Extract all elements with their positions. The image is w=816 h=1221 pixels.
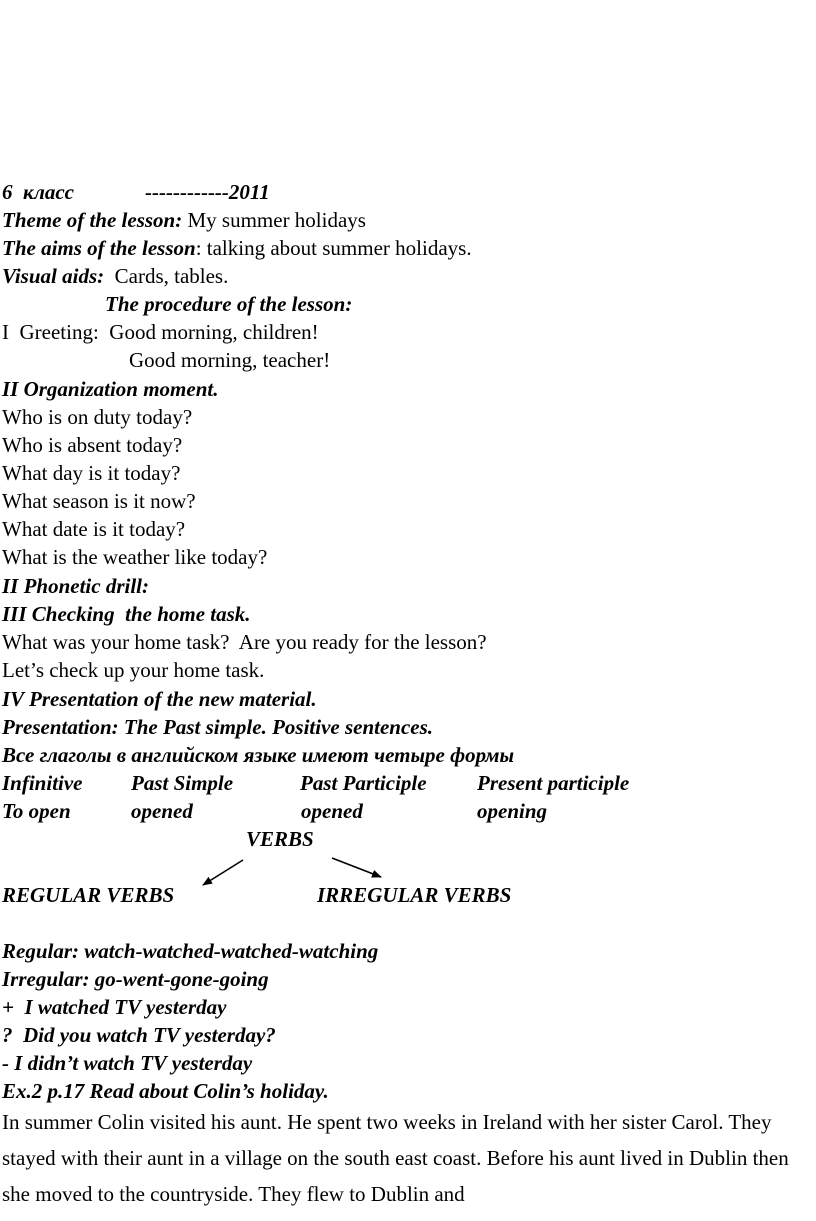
phonetic-drill-heading: II Phonetic drill:	[2, 574, 150, 598]
lesson-date: ------------2011	[145, 180, 270, 204]
table-cell: opened	[301, 799, 363, 823]
table-cell: To open	[2, 799, 71, 823]
arrow-to-irregular	[332, 858, 381, 877]
theme-value: My summer holidays	[182, 208, 366, 232]
example-line: ? Did you watch TV yesterday?	[2, 1023, 276, 1047]
example-line: Regular: watch-watched-watched-watching	[2, 939, 379, 963]
arrow-to-regular	[203, 860, 243, 885]
question-line: What is the weather like today?	[2, 545, 268, 569]
home-task-line-2: Let’s check up your home task.	[2, 658, 265, 682]
grade-label: 6 класс	[2, 180, 74, 204]
question-line: What date is it today?	[2, 517, 186, 541]
question-line: Who is absent today?	[2, 433, 183, 457]
example-line: - I didn’t watch TV yesterday	[2, 1051, 253, 1075]
table-cell: opening	[477, 799, 548, 823]
question-line: What day is it today?	[2, 461, 181, 485]
organization-heading: II Organization moment.	[2, 377, 219, 401]
procedure-heading: The procedure of the lesson:	[105, 292, 353, 316]
example-line: + I watched TV yesterday	[2, 995, 227, 1019]
verb-forms-note: Все глаголы в английском языке имеют четыре формы	[2, 743, 515, 767]
theme-label: Theme of the lesson:	[2, 208, 183, 232]
visual-aids-value: Cards, tables.	[104, 264, 229, 288]
home-task-line-1: What was your home task? Are you ready for the lesson?	[2, 630, 487, 654]
example-line: Irregular: go-went-gone-going	[2, 967, 269, 991]
column-header: Present participle	[477, 771, 630, 795]
greeting-line-1: I Greeting: Good morning, children!	[2, 320, 319, 344]
aims-value: : talking about summer holidays.	[195, 236, 472, 260]
question-line: What season is it now?	[2, 489, 196, 513]
table-cell: opened	[131, 799, 193, 823]
column-header: Past Simple	[131, 771, 234, 795]
visual-aids-label: Visual aids:	[2, 264, 105, 288]
home-task-heading: III Checking the home task.	[2, 602, 251, 626]
aims-label: The aims of the lesson	[2, 236, 196, 260]
irregular-verbs-label: IRREGULAR VERBS	[317, 883, 512, 907]
greeting-line-2: Good morning, teacher!	[129, 348, 331, 372]
diagram-root-label: VERBS	[246, 827, 314, 851]
column-header: Past Participle	[300, 771, 427, 795]
regular-verbs-label: REGULAR VERBS	[2, 883, 175, 907]
reading-paragraph: In summer Colin visited his aunt. He spent two weeks in Ireland with her sister Carol. They stayed with their aunt in a village on the south east coast. Before his aunt lived in Dublin then she moved to the countryside. They flew to Dublin and	[2, 1110, 789, 1206]
presentation-subheading: Presentation: The Past simple. Positive sentences.	[2, 715, 434, 739]
column-header: Infinitive	[2, 771, 83, 795]
exercise-heading: Ex.2 p.17 Read about Colin’s holiday.	[2, 1079, 329, 1103]
question-line: Who is on duty today?	[2, 405, 193, 429]
presentation-heading: IV Presentation of the new material.	[2, 687, 317, 711]
